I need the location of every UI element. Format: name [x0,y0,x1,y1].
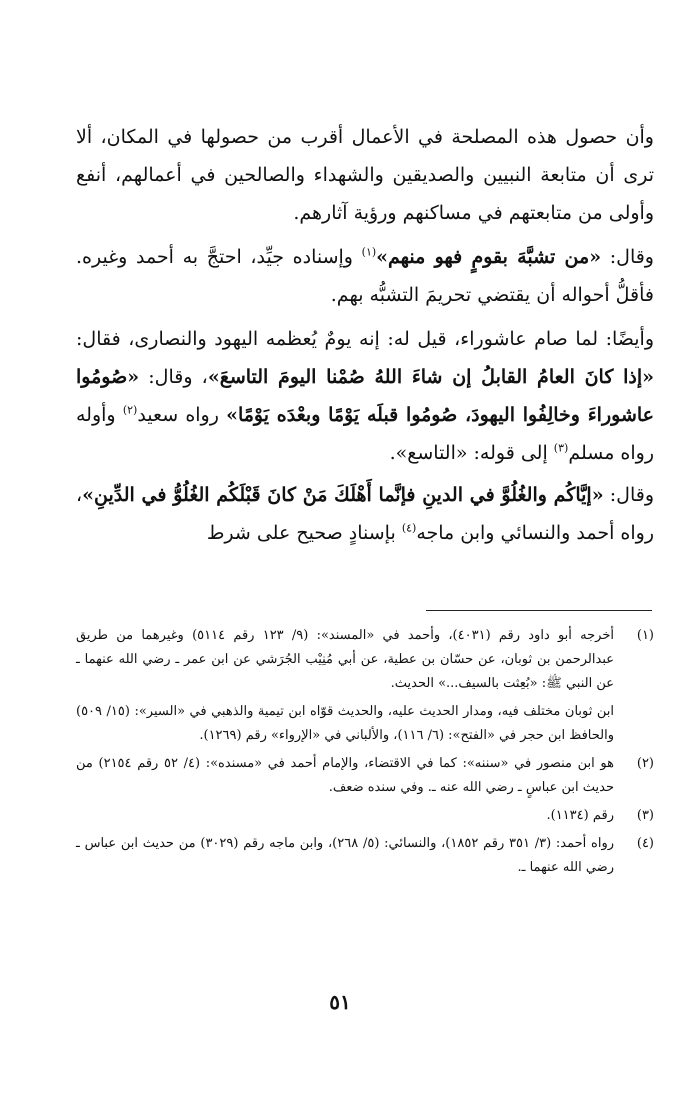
text-run: وقال: [601,246,654,268]
text-run: ، رواه أحمد والنسائي وابن ماجه [76,484,654,544]
footnote-number: (١) [636,628,654,643]
footnote-text: رواه أحمد: (٣/ ٣٥١ رقم ١٨٥٢)، والنسائي: (٥/ ٢٦٨)، وابن ماجه رقم (٣٠٢٩) من حديث ابن عباس ـ رضي الله عنهما ـ. [76,836,615,875]
footnotes [76,624,654,884]
page-number: ٥١ [329,990,351,1014]
footnote-ref-3[interactable]: (٣) [553,441,569,455]
footnote-text: هو ابن منصور في «سننه»: كما في الاقتضاء، والإمام أحمد في «مسنده»: (٤/ ٥٢ رقم ٢١٥٤) من حديث ابن عباسٍ ـ رضي الله عنه ـ. وفي سنده ضعف. [76,756,614,795]
footnote-3 [76,804,654,828]
footnote-number: (٢) [636,756,654,771]
text-run: وقال: [603,484,654,506]
text-run: رواه سعيد [137,404,227,426]
paragraph-3 [76,320,654,472]
footnote-number: (٣) [636,808,654,823]
hadith-quote: «من تشبَّهَ بقومٍ فهو منهم» [376,246,602,268]
text-run: بإسنادٍ صحيح على شرط [206,522,402,544]
footnote-text: أخرجه أبو داود رقم (٤٠٣١)، وأحمد في «المسند»: (٩/ ١٢٣ رقم ٥١١٤) وغيرهما من طريق عبدالرحمن بن ثوبان، عن حسّان بن عطية، عن أبي مُنِيْب الجُرَشي عن ابن عمر ـ رضي الله عنهما ـ عن النبي ﷺ: «بُعِثت بالسيف...» الحديث. [76,628,614,691]
paragraph-4 [76,476,654,552]
text-run: ، وقال: [139,366,208,388]
hadith-quote: «إيَّاكُم والغُلُوَّ في الدينِ فإنَّما أَهْلَكَ مَنْ كانَ قَبْلَكُم الغُلُوُّ في الدِّينِ» [82,484,604,506]
text-run: وإسناده جيِّد، احتجَّ به أحمد وغيره. فأقلُّ أحواله أن يقتضي تحريمَ التشبُّه بهم. [76,246,654,306]
footnote-4 [76,832,654,880]
footnote-ref-4[interactable]: (٤) [401,521,417,535]
hadith-quote: «صُومُوا عاشوراءَ وخالِفُوا اليهودَ، صُومُوا قبلَه يَوْمًا وبعْدَه يَوْمًا» [76,366,654,426]
footnote-ref-1[interactable]: (١) [361,245,377,259]
footnote-1-continuation: ابن ثوبان مختلف فيه، ومدار الحديث عليه، والحديث قوّاه ابن تيمية والذهبي في «السير»: (١٥/ ٥٠٩) والحافظ ابن حجر في «الفتح»: (٦/ ١١٦)، والألباني في «الإرواء» رقم (١٢٦٩). [76,704,614,743]
footnote-1 [76,624,654,696]
paragraph-1: وأن حصول هذه المصلحة في الأعمال أقرب من حصولها في المكان، ألا ترى أن متابعة النبيين والصديقين والشهداء والصالحين في أعمالهم، أنفع وأولى من متابعتهم في مساكنهم ورؤية آثارهم. [76,126,654,224]
paragraph-2 [76,238,654,314]
text-run: وأوله رواه مسلم [76,404,654,464]
main-text [76,118,654,552]
footnote-number: (٤) [636,836,654,851]
footnote-text: رقم (١١٣٤). [546,808,614,823]
text-run: وأيضًا: لما صام عاشوراء، قيل له: إنه يومٌ يُعظمه اليهود والنصارى، فقال: [76,328,654,350]
hadith-quote: «إذا كانَ العامُ القابلُ إن شاءَ اللهُ صُمْنا اليومَ التاسعَ» [207,366,654,388]
text-run: إلى قوله: «التاسع». [389,442,554,464]
footnote-ref-2[interactable]: (٢) [122,403,138,417]
footnote-2 [76,752,654,800]
footnote-divider [426,610,652,611]
